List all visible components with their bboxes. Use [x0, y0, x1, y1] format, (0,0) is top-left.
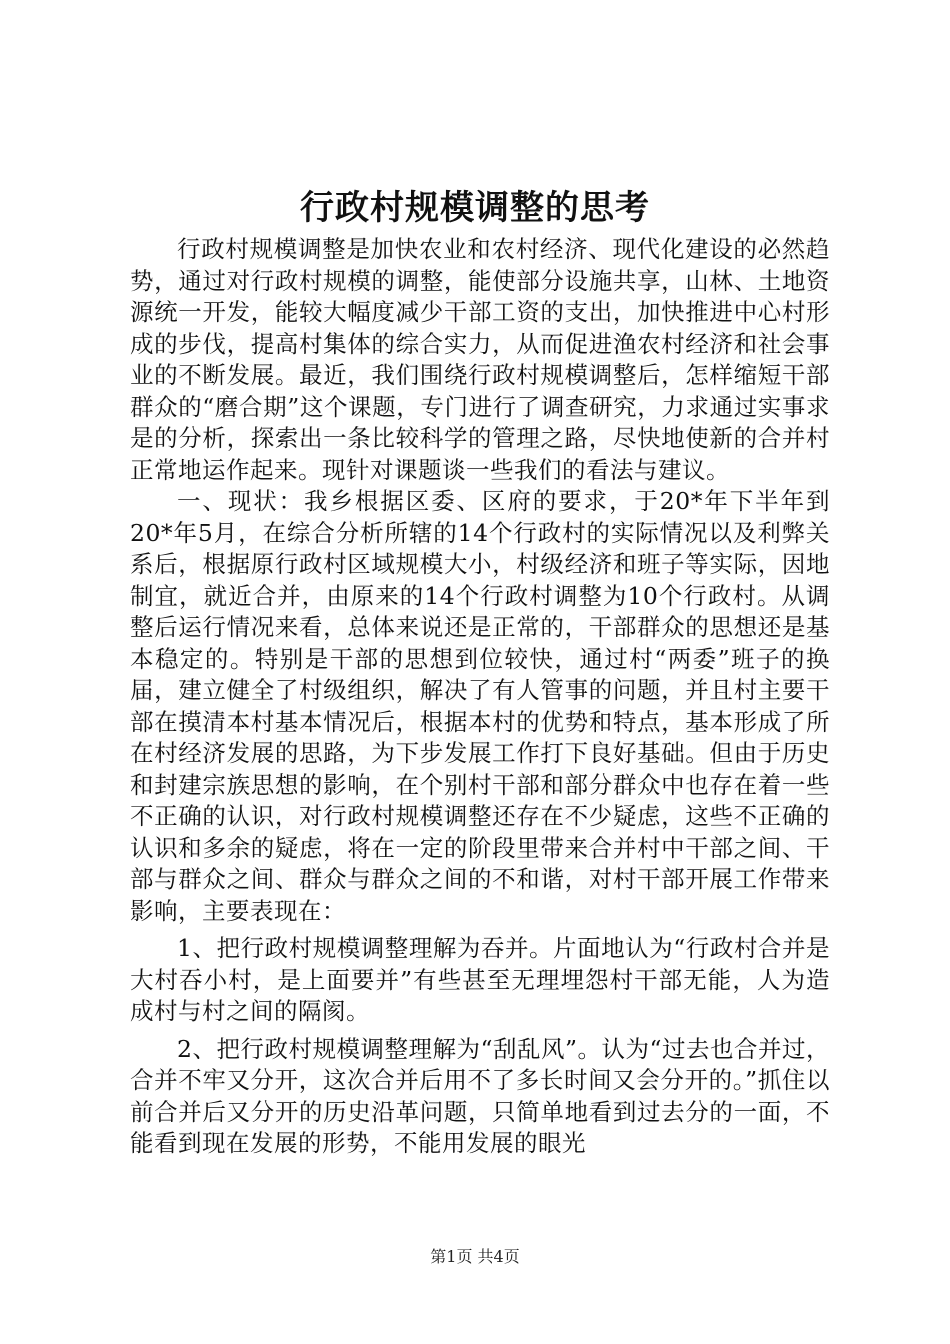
paragraph-intro: 行政村规模调整是加快农业和农村经济、现代化建设的必然趋势，通过对行政村规模的调整，能使部分设施共享，山林、土地资源统一开发，能较大幅度减少干部工资的支出，加快推进中心村形成的步伐，提高村集体的综合实力，从而促进渔农村经济和社会事业的不断发展。最近，我们围绕行政村规模调整后，怎样缩短干部群众的“磨合期”这个课题，专门进行了调查研究，力求通过实事求是的分析，探索出一条比较科学的管理之路，尽快地使新的合并村正常地运作起来。现针对课题谈一些我们的看法与建议。	[130, 235, 830, 484]
document-title: 行政村规模调整的思考	[300, 188, 650, 228]
document-body	[130, 234, 830, 1160]
page-footer: 第1页 共4页	[430, 1247, 520, 1266]
paragraph-status: 一、现状：我乡根据区委、区府的要求，于20*年下半年到20*年5月，在综合分析所辖的14个行政村的实际情况以及利弊关系后，根据原行政村区域规模大小，村级经济和班子等实际，因地制宜，就近合并，由原来的14个行政村调整为10个行政村。从调整后运行情况来看，总体来说还是正常的，干部群众的思想还是基本稳定的。特别是干部的思想到位较快，通过村“两委”班子的换届，建立健全了村级组织，解决了有人管事的问题，并且村主要干部在摸清本村基本情况后，根据本村的优势和特点，基本形成了所在村经济发展的思路，为下步发展工作打下良好基础。但由于历史和封建宗族思想的影响，在个别村干部和部分群众中也存在着一些不正确的认识，对行政村规模调整还存在不少疑虑，这些不正确的认识和多余的疑虑，将在一定的阶段里带来合并村中干部之间、干部与群众之间、群众与群众之间的不和谐，对村干部开展工作带来影响，主要表现在：	[130, 487, 830, 925]
paragraph-point-1: 1、把行政村规模调整理解为吞并。片面地认为“行政村合并是大村吞小村，是上面要并”有些甚至无理埋怨村干部无能，人为造成村与村之间的隔阂。	[130, 934, 830, 1025]
paragraph-point-2: 2、把行政村规模调整理解为“刮乱风”。认为“过去也合并过，合并不牢又分开，这次合并后用不了多长时间又会分开的。”抓住以前合并后又分开的历史沿革问题，只简单地看到过去分的一面，不能看到现在发展的形势，不能用发展的眼光	[130, 1034, 830, 1157]
